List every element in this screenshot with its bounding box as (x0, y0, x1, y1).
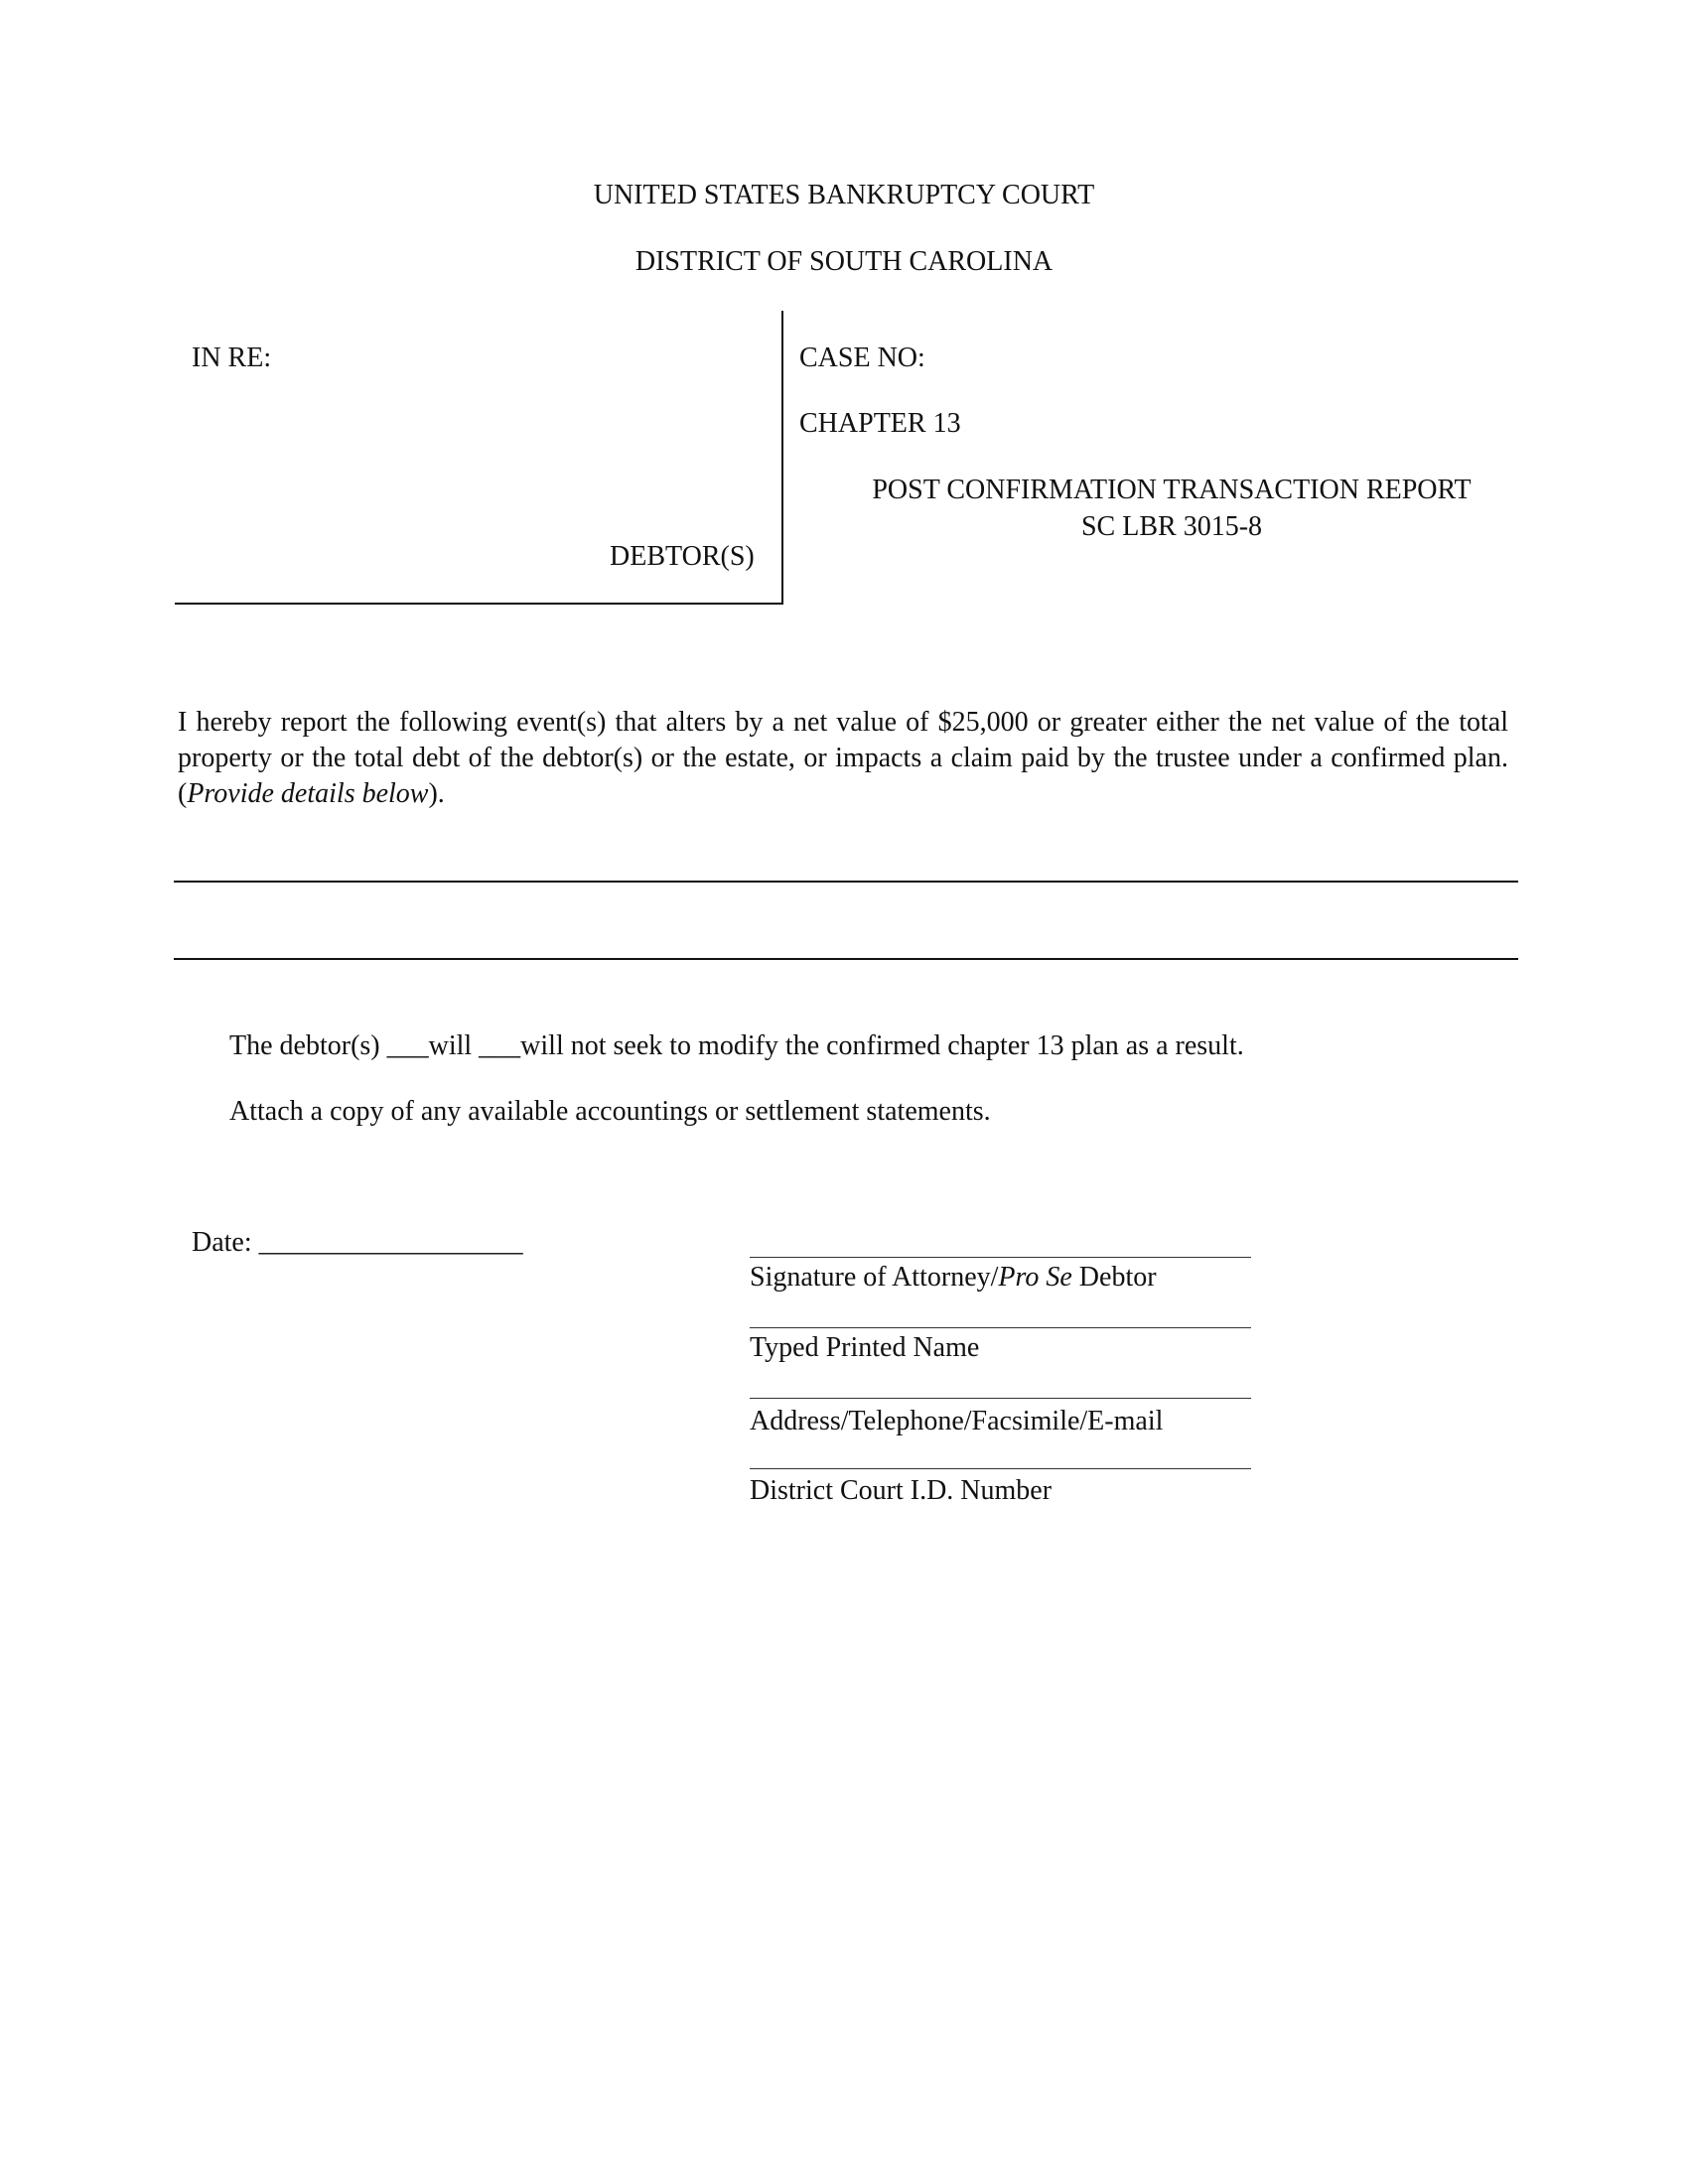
caption-divider-vertical (781, 311, 783, 605)
signature-label-text: Signature of Attorney/ (750, 1262, 999, 1293)
report-rule: SC LBR 3015-8 (1080, 511, 1263, 542)
report-statement-italic: Provide details below (187, 778, 429, 809)
report-title: POST CONFIRMATION TRANSACTION REPORT (872, 475, 1472, 505)
caption-divider-horizontal (175, 603, 783, 605)
court-id-label: District Court I.D. Number (750, 1475, 1053, 1506)
in-re-label: IN RE: (192, 342, 272, 373)
date-field[interactable]: Date: ___________________ (192, 1227, 523, 1258)
report-statement-paragraph (178, 705, 1508, 812)
court-title: UNITED STATES BANKRUPTCY COURT (593, 180, 1095, 210)
signature-label-suffix: Debtor (1071, 1262, 1157, 1293)
case-number-label: CASE NO: (799, 342, 925, 373)
signature-label-italic: Pro Se (998, 1262, 1072, 1293)
typed-name-label: Typed Printed Name (750, 1332, 980, 1363)
contact-line[interactable] (750, 1398, 1251, 1399)
report-statement-end: ). (428, 778, 445, 809)
typed-name-line[interactable] (750, 1327, 1251, 1328)
signature-line[interactable] (750, 1257, 1251, 1258)
attach-statement: Attach a copy of any available accountings or settlement statements. (229, 1096, 991, 1127)
district-title: DISTRICT OF SOUTH CAROLINA (634, 246, 1054, 277)
contact-label: Address/Telephone/Facsimile/E-mail (750, 1406, 1164, 1436)
details-line[interactable] (174, 881, 1518, 883)
chapter-label: CHAPTER 13 (799, 408, 961, 439)
details-line[interactable] (174, 958, 1518, 960)
report-statement-text: I hereby report the following event(s) that alters by a net value of $25,000 or greater either the net value of the total property or the total debt of the debtor(s) or the estate, or impacts a claim paid by the trustee under a confirmed plan. ( (178, 707, 1508, 809)
debtors-label: DEBTOR(S) (610, 541, 755, 572)
modify-plan-statement: The debtor(s) ___will ___will not seek to modify the confirmed chapter 13 plan as a result. (229, 1030, 1244, 1061)
court-id-line[interactable] (750, 1468, 1251, 1469)
signature-label (750, 1260, 1157, 1296)
